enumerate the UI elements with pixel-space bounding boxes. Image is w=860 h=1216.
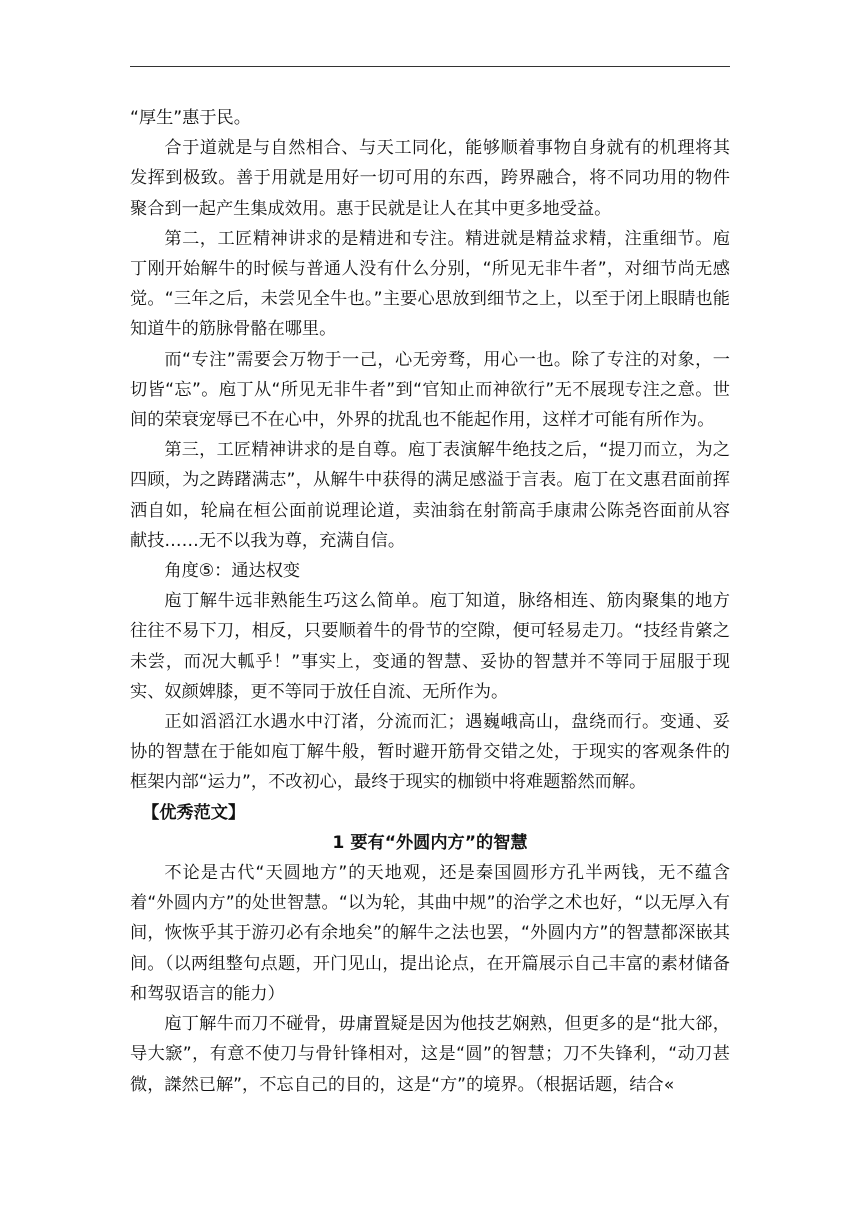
angle-heading: 角度⑤：通达权变 (164, 561, 301, 582)
essay-paragraph: 不论是古代“天圆地方”的天地观，还是秦国圆形方孔半两钱，无不蕴含着“外圆内方”的处世智慧。“以为轮，其曲中规”的治学之术也好，“以无厚入有间，恢恢乎其于游刃必有余地矣”的解牛之法也罢，“外圆内方”的智慧都深嵌其间。（以两组整句点题，开门见山，提出论点，在开篇展示自己丰富的素材储备和驾驭语言的能力） (130, 863, 730, 1004)
paragraph: 第二，工匠精神讲求的是精进和专注。精进就是精益求精，注重细节。庖丁刚开始解牛的时候与普通人没有什么分别，“所见无非牛者”，对细节尚无感觉。“三年之后，未尝见全牛也。”主要心思放到细节之上，以至于闭上眼睛也能知道牛的筋脉骨骼在哪里。 (130, 228, 730, 340)
document-body (130, 103, 730, 1100)
paragraph: 庖丁解牛远非熟能生巧这么简单。庖丁知道，脉络相连、筋肉聚集的地方往往不易下刀，相反，只要顺着牛的骨节的空隙，便可轻易走刀。“技经肯綮之未尝，而况大軱乎！”事实上，变通的智慧、妥协的智慧并不等同于屈服于现实、奴颜婢膝，更不等同于放任自流、无所作为。 (130, 591, 730, 702)
essay-title: 1 要有“外圆内方”的智慧 (332, 832, 528, 853)
paragraph: “厚生”惠于民。 (130, 108, 251, 128)
section-label: 【优秀范文】 (142, 802, 246, 823)
paragraph: 合于道就是与自然相合、与天工同化，能够顺着事物自身就有的机理将其发挥到极致。善于用就是用好一切可用的东西，跨界融合，将不同功用的物件聚合到一起产生集成效用。惠于民就是让人在其中更多地受益。 (130, 138, 730, 219)
paragraph: 而“专注”需要会万物于一己，心无旁骛，用心一也。除了专注的对象，一切皆“忘”。庖丁从“所见无非牛者”到“官知止而神欲行”无不展现专注之意。世间的荣衰宠辱已不在心中，外界的扰乱也不能起作用，这样才可能有所作为。 (130, 349, 730, 431)
header-rule (130, 66, 730, 67)
paragraph: 正如滔滔江水遇水中汀渚，分流而汇；遇巍峨高山，盘绕而行。变通、妥协的智慧在于能如庖丁解牛般，暂时避开筋骨交错之处，于现实的客观条件的框架内部“运力”，不改初心，最终于现实的枷锁中将难题豁然而解。 (130, 712, 730, 793)
paragraph: 第三，工匠精神讲求的是自尊。庖丁表演解牛绝技之后，“提刀而立，为之四顾，为之踌躇满志”，从解牛中获得的满足感溢于言表。庖丁在文惠君面前挥洒自如，轮扁在桓公面前说理论道，卖油翁在射箭高手康肃公陈尧咨面前从容献技……无不以我为尊，充满自信。 (130, 440, 730, 551)
essay-paragraph: 庖丁解牛而刀不碰骨，毋庸置疑是因为他技艺娴熟，但更多的是“批大郤，导大窾”，有意不使刀与骨针锋相对，这是“圆”的智慧；刀不失锋利，“动刀甚微，謋然已解”，不忘自己的目的，这是“方”的境界。（根据话题，结合« (130, 1014, 730, 1095)
